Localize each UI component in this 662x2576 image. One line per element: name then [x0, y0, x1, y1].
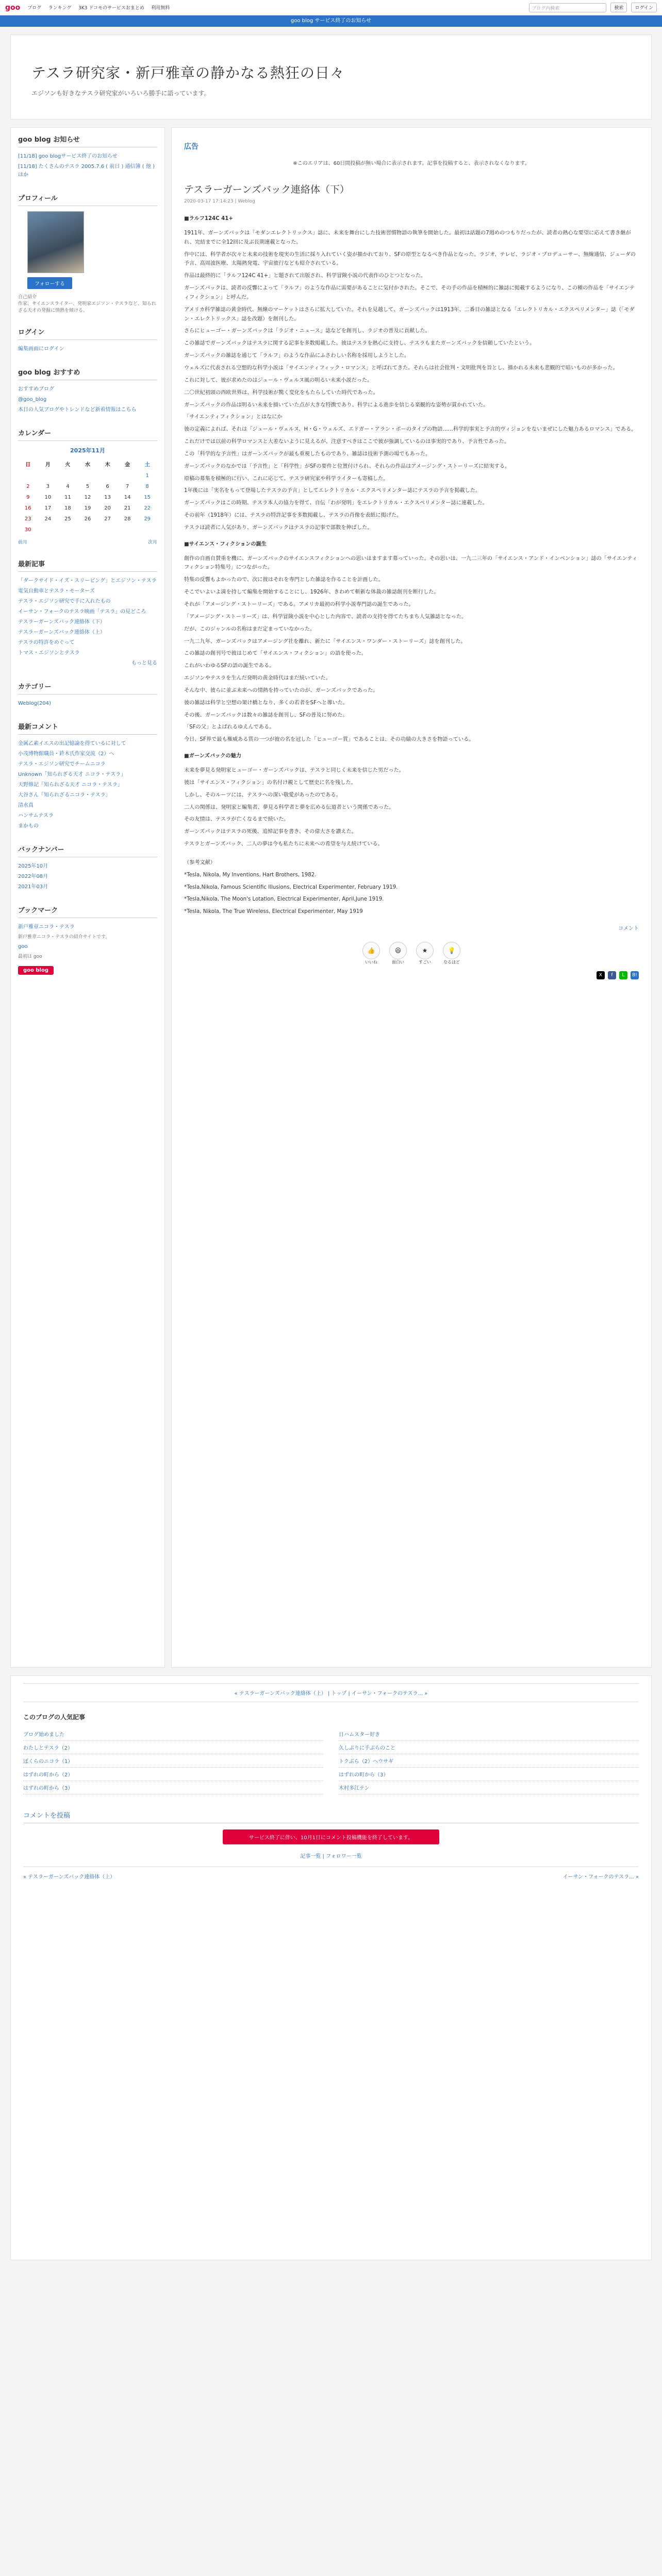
bookmark-desc: 新戸雅章ニコラ・テスラの紹介サイトです。	[18, 935, 110, 940]
weekday: 木	[105, 462, 110, 468]
ad-label: 広告	[184, 143, 198, 151]
calendar-day: 10	[44, 495, 52, 500]
star-icon: ★	[416, 942, 434, 959]
reaction-funny[interactable]	[389, 942, 407, 965]
calendar-week	[18, 470, 157, 481]
ref-item: *Tesla, Nikola, My Inventions, Hart Brothers, 1982.	[184, 872, 317, 878]
comment-post-title: コメントを投稿	[23, 1810, 639, 1823]
calendar-week	[18, 514, 157, 524]
goo-notice-section	[18, 134, 157, 179]
comments-section	[18, 721, 157, 831]
calendar-body	[18, 470, 157, 535]
reaction-row	[184, 942, 639, 965]
reaction-label: なるほど	[443, 960, 460, 965]
bookmark-link[interactable]: 新戸雅章ニコラ・テスラ	[18, 924, 75, 930]
recent-post-link[interactable]: テスラ・エジソン研究で手に入れたもの	[18, 599, 111, 604]
blog-title[interactable]: テスラ研究家・新戸雅章の静かなる熱狂の日々	[31, 64, 345, 81]
reaction-wow[interactable]	[416, 942, 434, 965]
popular-item[interactable]: ブログ始めました	[23, 1727, 323, 1741]
section-heading: ■サイエンス・フィクションの誕生	[184, 541, 267, 547]
paragraph: この雑誌の創刊号で彼はじめて「サイエンス・フィクション」の語を使った。	[184, 651, 367, 657]
paragraph: それが「アメージング・ストーリーズ」である。アメリカ最初の科学小説専門誌の誕生であった。	[184, 602, 414, 607]
reaction-like[interactable]	[362, 942, 380, 965]
section-title: 最新記事	[18, 558, 157, 572]
laugh-icon: 😆	[389, 942, 407, 959]
paragraph: その友情は、テスラが亡くなるまで続いた。	[184, 817, 289, 823]
comment-closed-button[interactable]: サービス終了に伴い、10月1日にコメント投稿機能を終了しています。	[223, 1829, 439, 1844]
paragraph: 「サイエンティフィクション」とはなにか	[184, 414, 283, 420]
calendar-day: 26	[84, 516, 91, 522]
calendar-day: 21	[124, 505, 131, 511]
weekday: 水	[85, 462, 90, 468]
paragraph: そんな中、彼らに並ぶ未来への情熱を持っていたのが、ガーンズバックであった。	[184, 687, 378, 693]
calendar-day: 2	[26, 484, 30, 489]
calendar-month: 2025年11月	[70, 447, 105, 454]
popular-item[interactable]: 木村多江テン	[339, 1781, 639, 1794]
bookmark-link[interactable]: goo	[18, 944, 28, 950]
popular-item[interactable]: トクぶら（2）へウサギ	[339, 1754, 639, 1768]
paragraph: 二〇世紀初頭の西欧世界は、科学技術が驚く変化をもたらしていた時代であった。	[184, 389, 378, 396]
top-nav-item[interactable]: 利用無料	[151, 6, 170, 11]
popular-col	[339, 1727, 639, 1794]
paragraph: これがいわゆるSFの語の誕生である。	[184, 663, 275, 669]
calendar-day	[78, 524, 98, 535]
calendar-day: 3	[46, 484, 50, 489]
more-link[interactable]: もっと見る	[131, 660, 157, 666]
notice-link[interactable]: [11/18] goo blogサービス終了のお知らせ	[18, 154, 118, 159]
login-link[interactable]: 編集画面にログイン	[18, 346, 64, 352]
popular-item[interactable]: ぼくらのニコラ（1）	[23, 1754, 323, 1768]
category-link[interactable]: Weblog(204)	[18, 701, 51, 706]
paragraph: 彼の定義によれば、それは「ジュール・ヴェルヌ、H・G・ウェルズ、エドガー・アラン・ポーのタイプの物語……科学的事実と予言的ヴィジョンをないまぜにした魅力あるロマンス」である。	[184, 427, 637, 433]
weekday: 月	[45, 462, 51, 468]
next-post-link[interactable]: イーサン・フォークのテスラ... »	[562, 1874, 639, 1880]
follow-button[interactable]: フォローする	[27, 277, 72, 289]
section-title: ブックマーク	[18, 905, 157, 918]
calendar-day: 16	[24, 505, 31, 511]
paragraph: さらにヒューゴー・ガーンズバックは「ラジオ・ニュース」誌などを創刊し、ラジオの普及に貢献した。	[184, 328, 431, 334]
paragraph: この雑誌でガーンズバックはテスラに関する記事を多数掲載した。彼はテスラを熱心に支持し、テスラもまたガーンズバックを信頼していたという。	[184, 341, 535, 347]
popular-item[interactable]: 日ハムスター好き	[339, 1727, 639, 1741]
top-nav-item[interactable]: 3K3 ドコモのサービスおまとめ	[78, 6, 144, 11]
calendar-day: 29	[144, 516, 151, 522]
calendar-day	[97, 524, 118, 535]
paragraph-group	[184, 229, 639, 533]
calendar-day: 14	[124, 495, 131, 500]
calendar-next[interactable]: 次月	[147, 540, 157, 545]
profile-label: 自己紹介	[18, 295, 37, 300]
blog-header	[10, 35, 652, 120]
calendar-week	[18, 492, 157, 503]
footer-nav	[23, 1867, 639, 1880]
thumbs-up-icon: 👍	[362, 942, 380, 959]
calendar-day	[97, 470, 118, 481]
recommend-link[interactable]: @goo_blog	[18, 397, 47, 402]
calendar-day	[78, 470, 98, 481]
popular-posts	[23, 1727, 639, 1794]
comment-link[interactable]: コメント	[618, 926, 639, 932]
paragraph: だが、このジャンルの名称はまだ定まっていなかった。	[184, 626, 316, 632]
backnumber-link[interactable]: 2022年08月	[18, 874, 48, 879]
comment-link[interactable]: 小茂博物館職員・鈴木氏作家交流（2）へ	[18, 751, 114, 757]
reaction-label: すごい	[419, 960, 431, 965]
paragraph: 1911年、ガーンズバックは「モダンエレクトリックス」誌に、未来を舞台にした技術習慣物語の執筆を開始した。最初は話題の7週めのつもりだったが、読者の熱心な要望に応えて書き継がれ、完結までに全12回に及ぶ長期連載となった。	[184, 230, 631, 245]
bottom-area	[10, 1675, 652, 2260]
popular-col	[23, 1727, 323, 1794]
popular-item[interactable]: はずれの町から（3）	[339, 1768, 639, 1781]
calendar-day	[58, 524, 78, 535]
service-end-link[interactable]: goo blog サービス終了のお知らせ	[290, 18, 372, 24]
popular-item[interactable]: はずれの町から（2）	[23, 1768, 323, 1781]
avatar	[27, 211, 84, 273]
section-title: カレンダー	[18, 428, 157, 441]
recent-post-link[interactable]: トマス・エジソンとテスラ	[18, 650, 80, 656]
sidebar	[10, 127, 165, 1668]
paragraph: 作中には、科学者が次々と未来の技術を現実の生活に採り入れていく姿が描かれており、SFの原型となるべき作品となった。ラジオ、テレビ、ラジオ・プロデューサー、無線通信、ジューダの予言、高周波医療、太陽熱発電、宇宙旅行なども紹介されている。	[184, 251, 636, 267]
notice-item[interactable]	[18, 163, 157, 179]
calendar-day	[38, 524, 58, 535]
section-title: プロフィール	[18, 193, 157, 206]
goo-logo[interactable]: goo	[5, 3, 21, 12]
blog-subtitle: エジソンも好きなテスラ研究家がいろいろ勝手に語っています。	[31, 90, 210, 97]
calendar-day	[38, 470, 58, 481]
notice-link[interactable]: [11/18] たくさんのテスラ 2005.7.6 ( 前日 ) 通信簿 ( 他 ) ほか	[18, 164, 155, 178]
paragraph: ガーンズバックはテスラの死後、追悼記事を書き、その偉大さを讃えた。	[184, 829, 357, 835]
paragraph: 作品は最終的に「ラルフ124C 41+」と題されて出版され、科学冒険小説の代表作のひとつとなった。	[184, 273, 426, 279]
paragraph: 創作の自画自賛重を機に、ガーンズバックのサイエンスフィクションへの思いはますます募っていった。その思いは、一九二三年の「サイエンス・アンド・インベンション」誌の「サイエンティフィクション特集号」につながった。	[184, 555, 638, 571]
lightbulb-icon: 💡	[443, 942, 460, 959]
calendar-week	[18, 481, 157, 492]
calendar-day: 6	[106, 484, 109, 489]
paragraph: 「アメージング・ストーリーズ」は、科学冒険小説を中心とした内容で、読者の支持を得てたちまち人気雑誌となった。	[184, 614, 467, 620]
calendar-day	[18, 470, 38, 481]
calendar-section	[18, 428, 157, 545]
comment-link[interactable]: まかもの	[18, 823, 39, 829]
paragraph: 1年後には「実名をもって登場したテスラの予言」としてエレクトリカル・エクスペリメンター誌にテスラの予言を掲載した。	[184, 488, 481, 494]
calendar-day: 27	[104, 516, 111, 522]
paragraph: この「科学的な予言性」はガーンズバックが最も重視したものであり、雑誌は技術予測の場でもあった。	[184, 451, 431, 457]
paragraph: ガーンズバックの雑誌を通じて「ラルフ」のような作品にふさわしい名称を採用しようとした。	[184, 353, 410, 359]
comment-link[interactable]: 大谷さん「知られざるニコラ・テスラ」	[18, 792, 111, 798]
paragraph: しかし、そのルーツには、テスラへの深い敬愛があったのである。	[184, 792, 341, 798]
footer-links[interactable]: 記事一覧 | フォロワー一覧	[300, 1854, 362, 1859]
calendar-prev[interactable]: 前月	[18, 540, 28, 545]
popular-item[interactable]: はずれの町から（3）	[23, 1781, 323, 1794]
comment-link[interactable]: 金属乙素イエスの出記憶論を得ているに対して	[18, 741, 126, 747]
login-section	[18, 327, 157, 353]
comment-link[interactable]: Unknown「知られざる天才 ニコラ・テスラ」	[18, 772, 126, 777]
category-section	[18, 681, 157, 708]
comment-link[interactable]: テスラ・エジソン研究でチームニコラ	[18, 761, 106, 767]
popular-item[interactable]: わたしとテスラ（2）	[23, 1741, 323, 1754]
paragraph: ガーンズバックはこの時期、テスラ本人の協力を得て、自伝「わが発明」をエレクトリカル・エクスペリメンター誌に連載した。	[184, 500, 488, 506]
bookmark-desc: 最初は goo	[18, 954, 42, 960]
paragraph: 二人の関係は、発明家と編集者、夢見る科学者と夢を広める伝道者という関係であった。	[184, 804, 394, 810]
paragraph: 未来を夢見る発明家ヒューゴー・ガーンズバックは、テスラと同じく未来を信じた男だった。	[184, 767, 404, 773]
calendar-day: 30	[24, 527, 31, 533]
recent-post-link[interactable]: 「ダークサイド・イズ・スリーピング」とエジソン・テスラ	[18, 578, 157, 584]
weekday: 金	[125, 462, 130, 468]
calendar-day: 8	[145, 484, 149, 489]
profile-section	[18, 193, 157, 313]
calendar-day: 25	[64, 516, 71, 522]
reaction-naruhodo[interactable]	[443, 942, 460, 965]
profile-text: 作家、サイエンスライター、発明家エジソン・テスラなど、知られざる天才の発掘に情熱を傾ける。	[18, 301, 156, 313]
comment-link[interactable]: 清水真	[18, 803, 34, 808]
paragraph: 一九二九年、ガーンズバックはアメージング社を離れ、新たに「サイエンス・ワンダー・ストーリーズ」誌を創刊した。	[184, 638, 466, 645]
service-end-notice[interactable]	[0, 15, 662, 27]
prev-post-link[interactable]: « テスラーガーンズバック連絡体（上）	[23, 1874, 115, 1880]
line-share-icon[interactable]: L	[619, 971, 627, 979]
backnumber-link[interactable]: 2021年03月	[18, 884, 48, 890]
weekday: 日	[25, 462, 31, 468]
post-meta: 2020-03-17 17:14:23 | Weblog	[184, 199, 255, 204]
paragraph: そこでいよいよ満を持して編集を開始することにし、1926年、きわめて斬新な体裁の雑誌創刊を断行した。	[184, 589, 439, 596]
paragraph: その後、ガーンズバックは数々の雑誌を創刊し、SFの普及に努めた。	[184, 712, 348, 718]
search-button[interactable]: 検索	[610, 3, 627, 12]
section-title: バックナンバー	[18, 844, 157, 857]
search-input[interactable]: ブログ内検索	[529, 3, 606, 12]
paragraph: 特集の反響もよかったので、次に彼はそれを専門とした雑誌を作ることを計画した。	[184, 577, 384, 583]
recommend-link[interactable]: 本日の人気ブログやトレンドなど新着情報はこちら	[18, 407, 137, 413]
calendar-day: 13	[104, 495, 111, 500]
section-title: ログイン	[18, 327, 157, 340]
post-title[interactable]: テスラーガーンズバック連絡体（下）	[184, 184, 350, 195]
recent-post-link[interactable]: テスラーガーンズバック連絡体（下）	[18, 619, 105, 625]
inactive-notice: ※このエリアは、60日間投稿が無い場合に表示されます。記事を投稿すると、表示されなくなります。	[293, 161, 530, 166]
calendar-day	[137, 524, 157, 535]
paragraph: テスラとガーンズバック、二人の夢は今も私たちに未来への希望を与え続けている。	[184, 841, 383, 848]
ref-title: （参考文献）	[184, 859, 216, 866]
paragraph: アメリカ科学雑誌の黄金時代、無線のマーケットはさらに拡大していた。それを見越して、ガーンズバックは1913年、二番目の雑誌となる「エレクトリカル・エクスペリメンター」誌（「モダン・エレクトリックス」誌を改題）を創刊した。	[184, 307, 635, 322]
paragraph: ガーンズバックは、読者の反響によって「ラルフ」のような作品に需要があることに気付かされた。そこで、その手の作品を積極的に雑誌に掲載するようになり、この種の作品を「サイエンティフィクション」と呼んだ。	[184, 285, 635, 300]
calendar-day: 7	[125, 484, 129, 489]
calendar-day: 15	[144, 495, 151, 500]
section-title: goo blog お知らせ	[18, 134, 157, 147]
main-column	[171, 127, 652, 1668]
backnumber-link[interactable]: 2025年10月	[18, 863, 48, 869]
paragraph: ウェルズに代表される空想的な科学小説は「サイエンティフィック・ロマンス」と呼ばれてきた。それらは社会批判・文明批判を旨とし、描かれる未来も悲観的で暗いものが多かった。	[184, 365, 618, 371]
hatena-share-icon[interactable]: B!	[631, 971, 639, 979]
section-title: カテゴリー	[18, 681, 157, 694]
calendar-day	[58, 470, 78, 481]
paragraph: その前年（1918年）には、テスラの特許記事を多数掲載し、テスラの肖像を表紙に掲げた。	[184, 513, 402, 519]
calendar-week	[18, 524, 157, 535]
comment-link[interactable]: 天野修記「知られざる天才 ニコラ・テスラ」	[18, 782, 123, 788]
weekday: 火	[65, 462, 71, 468]
calendar-day	[118, 470, 138, 481]
calendar-day: 9	[26, 495, 30, 500]
paragraph: 彼の雑誌は科学と空想の架け橋となり、多くの若者をSFへと導いた。	[184, 700, 348, 706]
calendar-day: 19	[84, 505, 91, 511]
section-heading: ■ラルフ124C 41+	[184, 216, 233, 222]
calendar-day: 22	[144, 505, 151, 511]
calendar-day: 5	[86, 484, 90, 489]
paragraph: 「SFの父」とよばれるゆえんである。	[184, 724, 275, 731]
weekday-row	[18, 457, 157, 470]
paragraph: 彼は「サイエンス・フィクション」の名付け親として歴史に名を残した。	[184, 779, 356, 786]
reaction-label: 面白い	[392, 960, 404, 965]
paragraph-group	[184, 766, 639, 849]
paragraph: ガーンズバックのなかでは「予言性」と「科学性」がSFの要件と位置付けられ、それらの作品はアメージング・ストーリーズに結実する。	[184, 463, 510, 469]
section-heading: ■ガーンズバックの魅力	[184, 753, 241, 759]
top-bar	[0, 0, 662, 15]
paragraph: 今日、SF界で最も権威ある賞の一つが彼の名を冠した「ヒューゴー賞」であることは、その功績の大きさを物語っている。	[184, 737, 474, 743]
recommend-link[interactable]: おすすめブログ	[18, 386, 55, 392]
comment-link[interactable]: ハンサムテスラ	[18, 813, 54, 819]
ref-item: *Tesla, Nikola, The True Wireless, Electrical Experimenter, May 1919	[184, 909, 363, 915]
calendar-day: 23	[24, 516, 31, 522]
recent-section	[18, 558, 157, 668]
calendar-day	[118, 524, 138, 535]
recent-post-link[interactable]: イーサン・フォークのテスラ映画「テスラ」の見どころ	[18, 609, 146, 615]
paragraph: テスラは読者に人気があり、ガーンズバックはテスラの記事で部数を伸ばした。	[184, 524, 373, 531]
share-buttons	[184, 971, 639, 979]
calendar-day: 11	[64, 495, 71, 500]
top-nav-item[interactable]: ランキング	[48, 6, 72, 11]
section-title: 最新コメント	[18, 721, 157, 735]
recommend-section	[18, 367, 157, 414]
backnumber-section	[18, 844, 157, 891]
paragraph: これに対して、彼が求めたのはジュール・ヴェルヌ風の明るい未来小説だった。	[184, 377, 373, 383]
recent-post-link[interactable]: テスラの特許をめぐって	[18, 640, 75, 646]
top-right	[529, 3, 657, 12]
ref-item: *Tesla,Nikola, Famous Scientific Illusions, Electrical Experimenter, February 1919.	[184, 884, 398, 890]
paragraph: エジソンやテスラを生んだ発明の黄金時代はまだ続いていた。	[184, 675, 331, 682]
section-title: goo blog おすすめ	[18, 367, 157, 380]
top-nav-item[interactable]: ブログ	[27, 6, 42, 11]
paragraph: ガーンズバックの作品は明るい未来を描いていた点が大きな特徴であり、科学による進歩を信じる楽観的な姿勢が貫かれていた。	[184, 402, 489, 408]
calendar-week	[18, 503, 157, 514]
ref-item: *Tesla,Nikola, The Moon's Lotation, Electrical Experimenter, April,June 1919.	[184, 896, 384, 903]
calendar-day: 12	[84, 495, 91, 500]
paragraph: これだけでは以前の科学ロマンスと大差ないように見えるが、注意すべきはここで彼が強調しているのは事実的であり、予言性であった。	[184, 439, 510, 445]
content-wrap	[10, 127, 652, 1668]
calendar-day: 18	[64, 505, 71, 511]
calendar-day: 4	[66, 484, 70, 489]
recent-post-link[interactable]: 電気自動車とテスラ・モーターズ	[18, 588, 95, 594]
paragraph-group	[184, 554, 639, 745]
bookmark-section	[18, 905, 157, 975]
popular-title: このブログの人気記事	[23, 1714, 86, 1721]
calendar-day: 20	[104, 505, 111, 511]
calendar-day: 1	[145, 473, 149, 479]
weekday: 土	[144, 462, 150, 468]
reaction-label: いいね	[365, 960, 377, 965]
popular-item[interactable]: 久しぶりに手ぶらのこと	[339, 1741, 639, 1754]
notice-item[interactable]	[18, 152, 157, 161]
paragraph: 原稿の募集を積極的に行い、これに応じて、テスラ研究家や科学ライターも寄稿した。	[184, 476, 389, 482]
top-nav	[27, 4, 175, 11]
calendar-day: 17	[44, 505, 52, 511]
post-body	[184, 214, 639, 917]
calendar-nav	[18, 538, 157, 545]
goo-blog-badge[interactable]: goo blog	[18, 966, 54, 975]
calendar-day: 28	[124, 516, 131, 522]
x-share-icon[interactable]: X	[597, 971, 605, 979]
prev-next-nav[interactable]: « テスラーガーンズバック連絡体（上） | トップ | イーサン・フォークのテスラ... »	[23, 1683, 639, 1702]
calendar-day: 24	[44, 516, 52, 522]
recent-post-link[interactable]: テスラーガーンズバック連絡体（上）	[18, 630, 105, 635]
calendar	[18, 457, 157, 535]
login-button[interactable]: ログイン	[631, 3, 657, 12]
facebook-share-icon[interactable]: f	[608, 971, 616, 979]
